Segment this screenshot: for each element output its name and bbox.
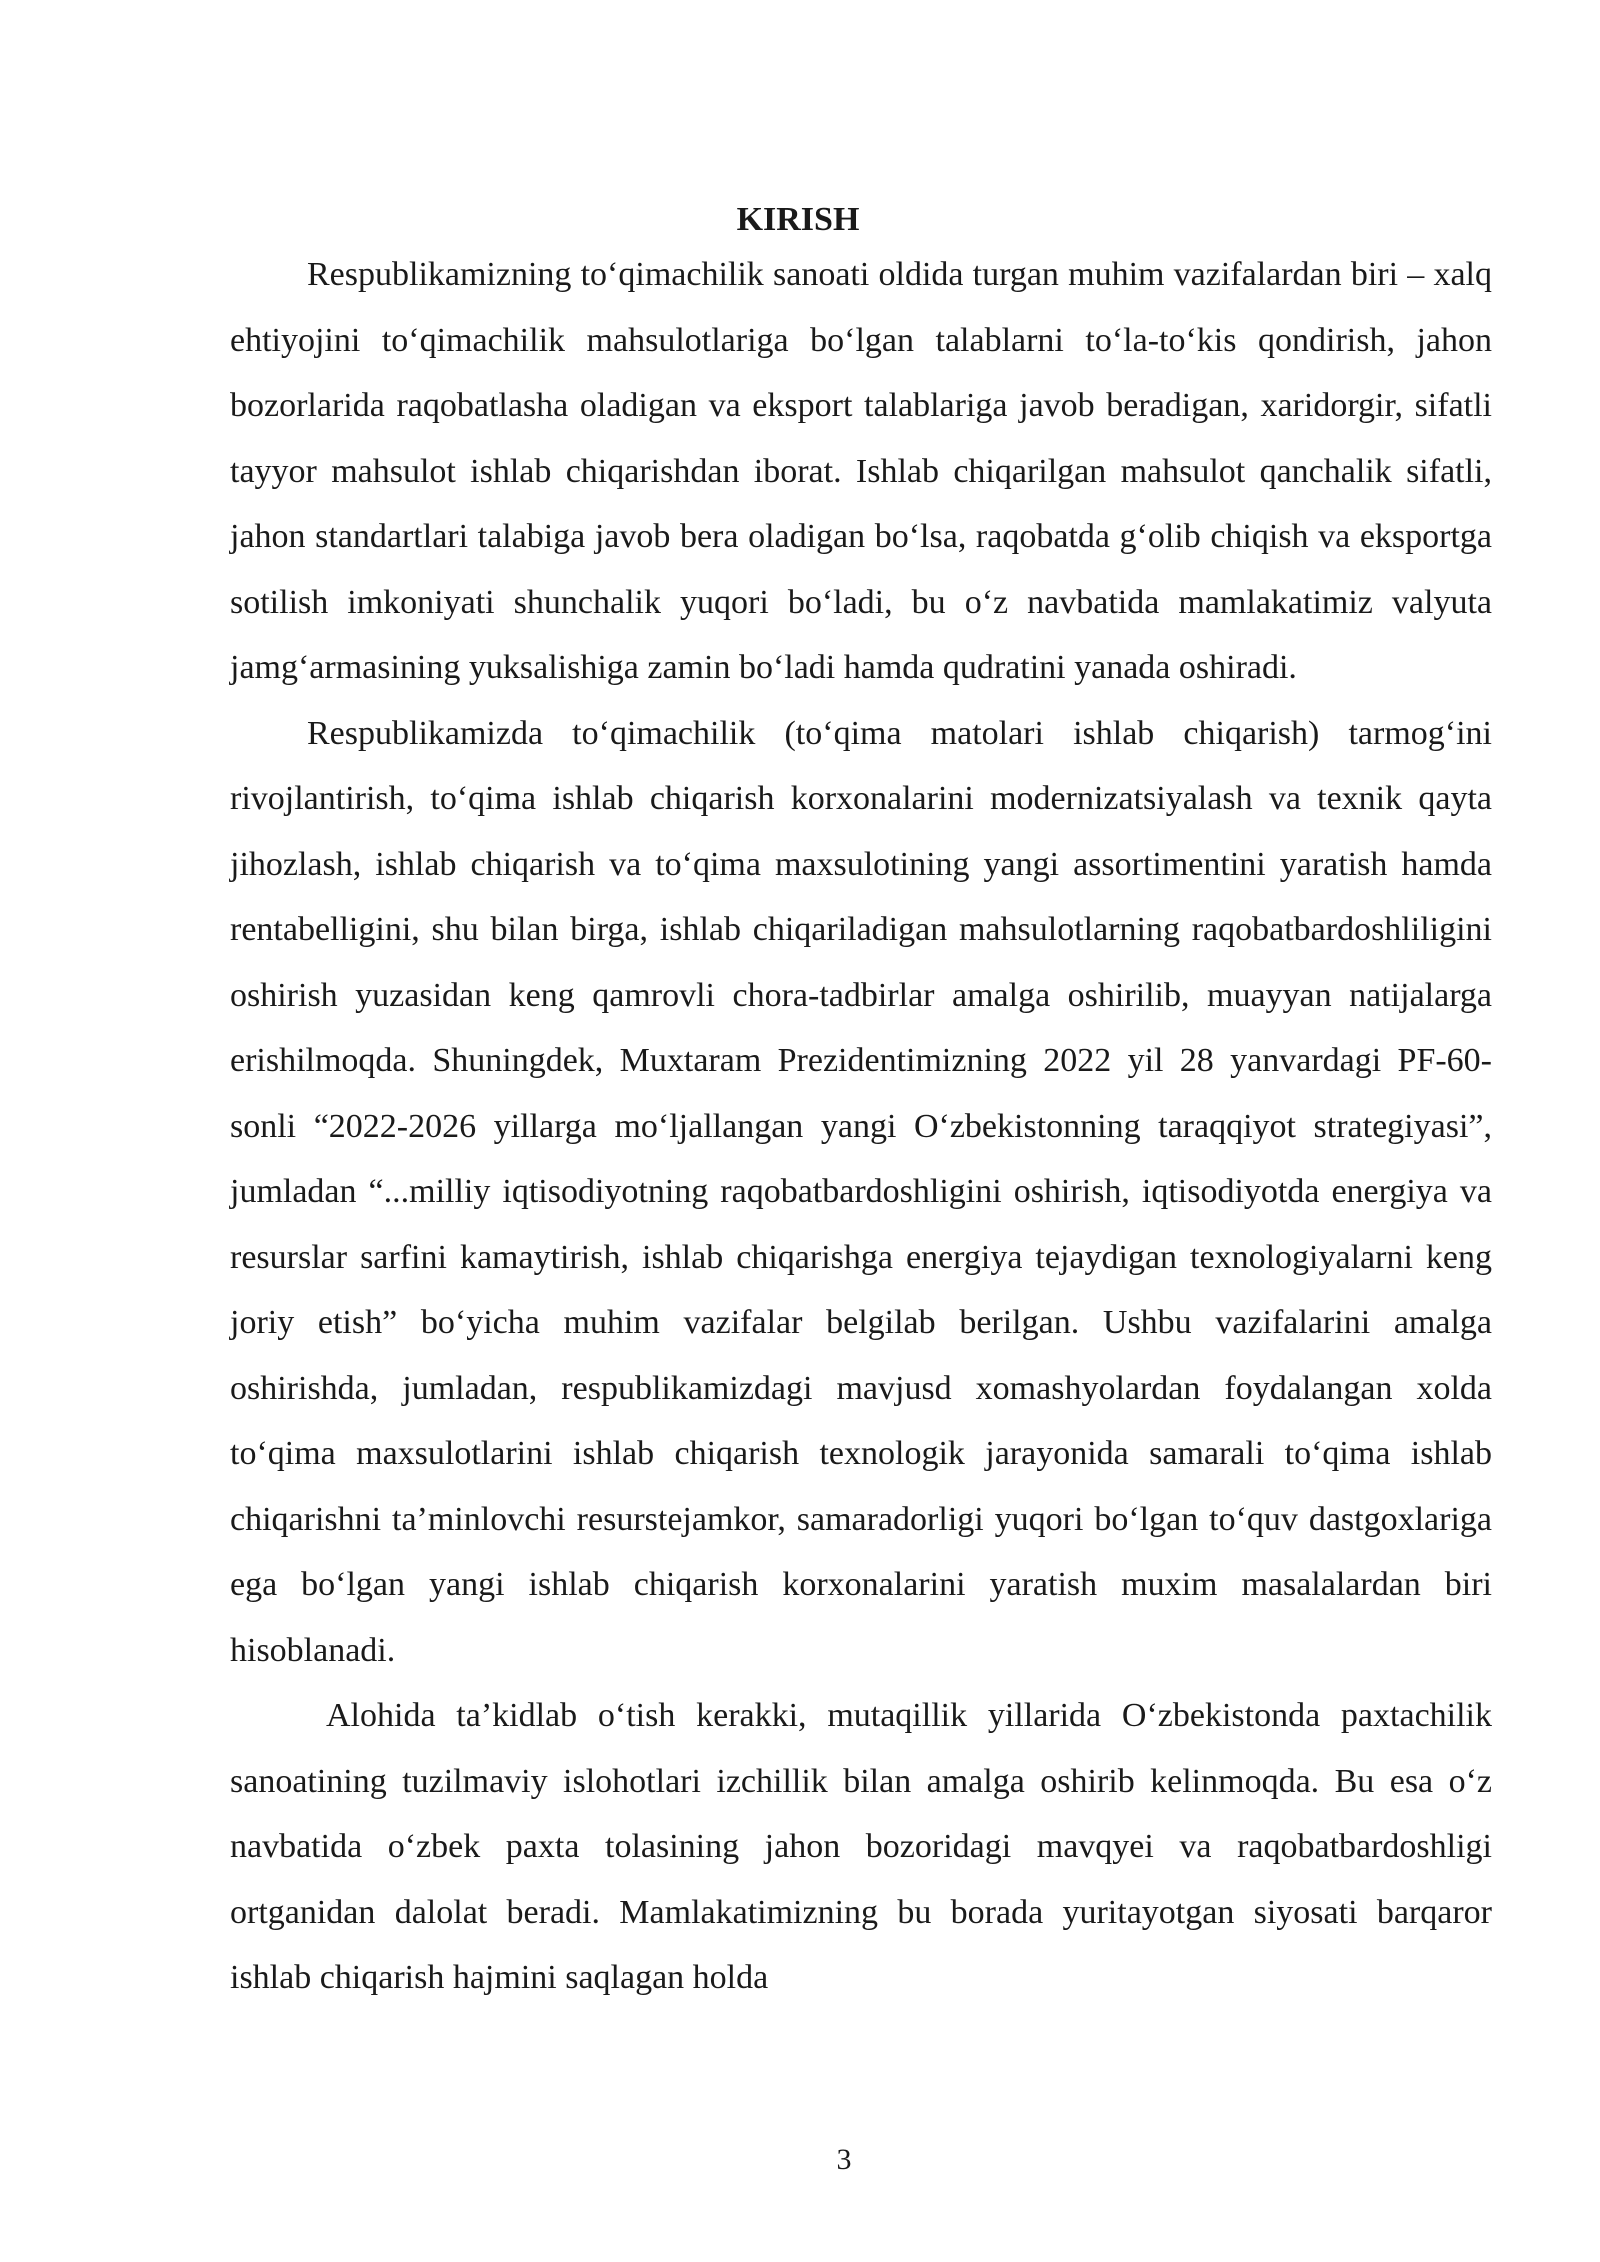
page-number-text: 3 [836, 2143, 852, 2176]
paragraph-2: Respublikamizda to‘qimachilik (to‘qima matolari ishlab chiqarish) tarmog‘ini rivojlantirish, to‘qima ishlab chiqarish korxonalarini modernizatsiyalash va texnik qayta jihozlash, ishlab chiqarish va to‘qima maxsulotining yangi assortimentini yaratish hamda rentabelligini, shu bilan birga, ishlab chiqariladigan mahsulotlarning raqobatbardoshliligini oshirish yuzasidan keng qamrovli chora-tadbirlar amalga oshirilib, muayyan natijalarga erishilmoqda. Shuningdek, Muxtaram Prezidentimizning 2022 yil 28 yanvardagi PF-60-sonli “2022-2026 yillarga mo‘ljallangan yangi O‘zbekistonning taraqqiyot strategiyasi”, jumladan “...milliy iqtisodiyotning raqobatbardoshligini oshirish, iqtisodiyotda energiya va resurslar sarfini kamaytirish, ishlab chiqarishga energiya tejaydigan texnologiyalarni keng joriy etish” bo‘yicha muhim vazifalar belgilab berilgan. Ushbu vazifalarini amalga oshirishda, jumladan, respublikamizdagi mavjusd xomashyolardan foydalangan xolda to‘qima maxsulotlarini ishlab chiqarish texnologik jarayonida samarali to‘qima ishlab chiqarishni ta’minlovchi resurstejamkor, samaradorligi yuqori bo‘lgan to‘quv dastgoxlariga ega bo‘lgan yangi ishlab chiqarish korxonalarini yaratish muxim masalalardan biri hisoblanadi. [230, 714, 1492, 1669]
page-title-text: KIRISH [736, 201, 860, 238]
page-title [0, 198, 1600, 242]
paragraph-1: Respublikamizning to‘qimachilik sanoati oldida turgan muhim vazifalardan biri – xalq ehtiyojini to‘qimachilik mahsulotlariga bo‘lgan talablarni to‘la-to‘kis qondirish, jahon bozorlarida raqobatlasha oladigan va eksport talablariga javob beradigan, xaridorgir, sifatli tayyor mahsulot ishlab chiqarishdan iborat. Ishlab chiqarilgan mahsulot qanchalik sifatli, jahon standartlari talabiga javob bera oladigan bo‘lsa, raqobatda g‘olib chiqish va eksportga sotilish imkoniyati shunchalik yuqori bo‘ladi, bu o‘z navbatida mamlakatimiz valyuta jamg‘armasining yuksalishiga zamin bo‘ladi hamda qudratini yanada oshiradi. [230, 256, 1492, 686]
paragraph-3: Alohida ta’kidlab o‘tish kerakki, mutaqillik yillarida O‘zbekistonda paxtachilik sanoatining tuzilmaviy islohotlari izchillik bilan amalga oshirib kelinmoqda. Bu esa o‘z navbatida o‘zbek paxta tolasining jahon bozoridagi mavqyei va raqobatbardoshligi ortganidan dalolat beradi. Mamlakatimizning bu borada yuritayotgan siyosati barqaror ishlab chiqarish hajmini saqlagan holda [230, 1697, 1492, 1996]
page-number [0, 2140, 1600, 2180]
body-text [230, 242, 1492, 2011]
